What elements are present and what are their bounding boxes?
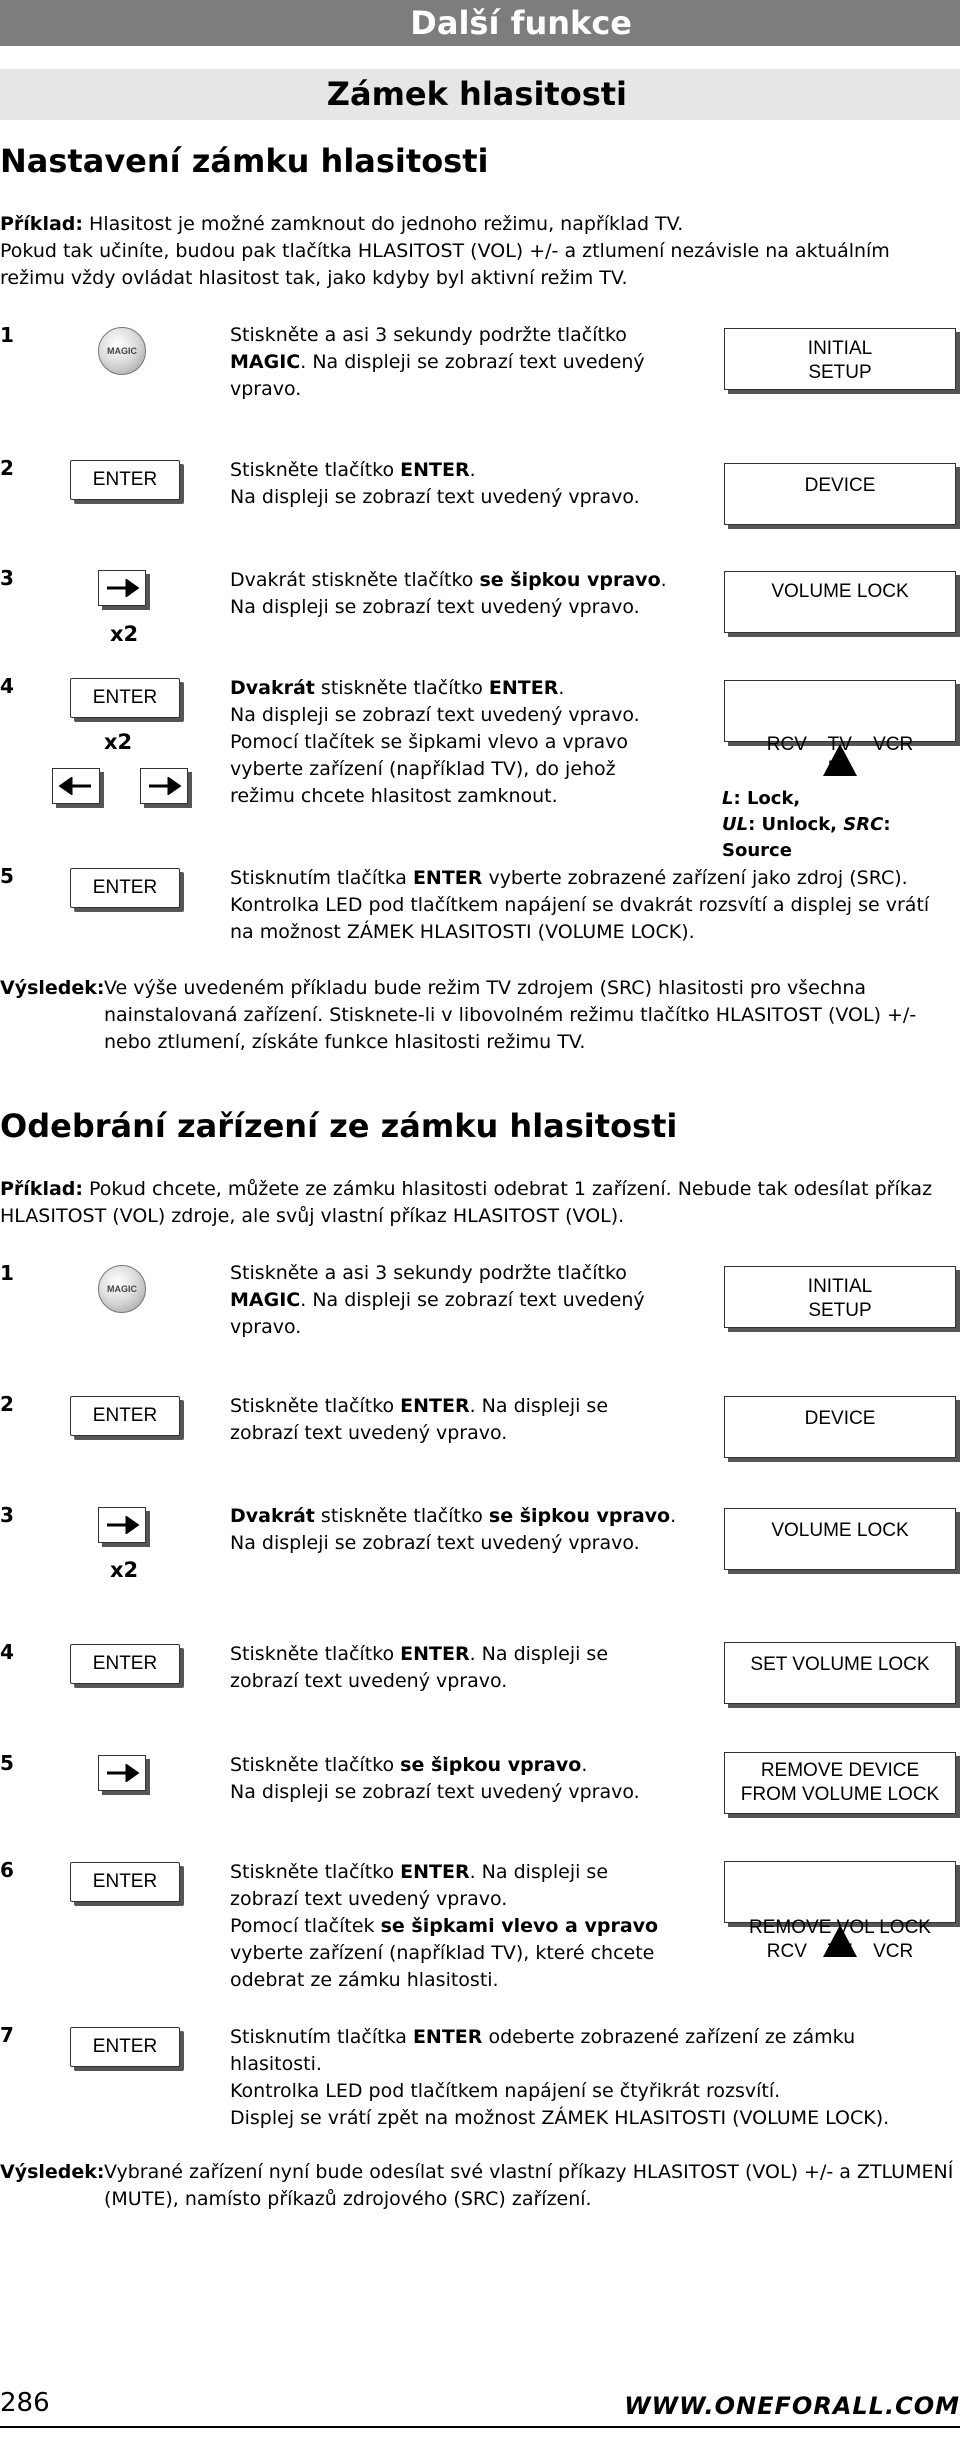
step-number: 5	[0, 1751, 14, 1775]
website-link[interactable]: WWW.ONEFORALL.COM	[624, 2392, 960, 2420]
right-arrow-button[interactable]	[98, 1507, 146, 1543]
right-arrow-button[interactable]	[98, 1755, 146, 1791]
section-title-remove-device: Odebrání zařízení ze zámku hlasitosti	[0, 1107, 678, 1145]
right-arrow-button[interactable]	[140, 768, 188, 804]
enter-button[interactable]: ENTER	[70, 2027, 180, 2067]
result-label: Výsledek:	[0, 2161, 105, 2183]
right-arrow-icon	[105, 579, 139, 597]
lcd-display: INITIAL SETUP	[724, 328, 956, 390]
right-arrow-icon	[105, 1764, 139, 1782]
step-number: 7	[0, 2023, 14, 2047]
magic-button[interactable]: MAGIC	[98, 327, 146, 375]
lock-indicator-triangle-icon	[823, 1925, 857, 1957]
step-text: Stiskněte a asi 3 sekundy podržte tlačítko MAGIC. Na displeji se zobrazí text uvedený vpravo.	[230, 1262, 645, 1338]
right-arrow-icon	[105, 1516, 139, 1534]
step-text: Stiskněte a asi 3 sekundy podržte tlačítko MAGIC. Na displeji se zobrazí text uvedený vpravo.	[230, 324, 645, 400]
press-twice-label: x2	[104, 730, 133, 754]
step-text: Stisknutím tlačítka ENTER vyberte zobrazené zařízení jako zdroj (SRC). Kontrolka LED pod tlačítkem napájení se dvakrát rozsvítí a displej se vrátí na možnost ZÁMEK HLASITOSTI (VOLUME LOCK).	[230, 867, 930, 943]
subsection-header: Zámek hlasitosti	[0, 69, 960, 120]
display-legend: L: Lock, UL: Unlock, SRC: Source	[722, 788, 891, 861]
lcd-display: REMOVE DEVICE FROM VOLUME LOCK	[724, 1752, 956, 1814]
example-paragraph: Příklad: Pokud chcete, můžete ze zámku hlasitosti odebrat 1 zařízení. Nebude tak odesílat příkaz HLASITOST (VOL) zdroje, ale svůj vlastní příkaz HLASITOST (VOL).	[0, 1178, 933, 1227]
section-header: Další funkce	[0, 0, 960, 46]
lcd-display: DEVICE	[724, 463, 956, 525]
lcd-display: VOLUME LOCK	[724, 1508, 956, 1570]
step-text: Dvakrát stiskněte tlačítko ENTER. Na displeji se zobrazí text uvedený vpravo. Pomocí tlačítek se šipkami vlevo a vpravo vyberte zařízení (například TV), do jehož režimu chcete hlasitost zamknout.	[230, 677, 640, 807]
left-arrow-button[interactable]	[52, 768, 100, 804]
example-paragraph: Příklad: Hlasitost je možné zamknout do jednoho režimu, například TV. Pokud tak učiníte, budou pak tlačítka HLASITOST (VOL) +/- a ztlumení nezávisle na aktuálním režimu vždy ovládat hlasitost tak, jako kdyby byl aktivní režim TV.	[0, 213, 890, 289]
step-text: Stisknutím tlačítka ENTER odeberte zobrazené zařízení ze zámku hlasitosti. Kontrolka LED pod tlačítkem napájení se čtyřikrát rozsvítí. Displej se vrátí zpět na možnost ZÁMEK HLASITOSTI (VOLUME LOCK).	[230, 2026, 890, 2129]
step-number: 4	[0, 1640, 14, 1664]
step-number: 3	[0, 566, 14, 590]
step-text: Stiskněte tlačítko ENTER. Na displeji se zobrazí text uvedený vpravo.	[230, 1643, 609, 1692]
result-text: Ve výše uvedeném příkladu bude režim TV zdrojem (SRC) hlasitosti pro všechna nainstalovaná zařízení. Stisknete-li v libovolném režimu tlačítko HLASITOST (VOL) +/- nebo ztlumení, získáte funkce hlasitosti režimu TV.	[104, 977, 917, 1053]
left-arrow-icon	[59, 777, 93, 795]
lcd-display: REMOVE VOL LOCK RCV TV VCR	[724, 1861, 956, 1923]
step-text: Stiskněte tlačítko ENTER. Na displeji se zobrazí text uvedený vpravo.	[230, 1395, 609, 1444]
lock-indicator-triangle-icon	[823, 744, 857, 776]
lcd-display: DEVICE	[724, 1396, 956, 1458]
result-text: Vybrané zařízení nyní bude odesílat své vlastní příkazy HLASITOST (VOL) +/- a ZTLUMENÍ (MUTE), namísto příkazů zdrojového (SRC) zařízení.	[104, 2161, 954, 2210]
press-twice-label: x2	[110, 622, 139, 646]
lcd-display: INITIAL SETUP	[724, 1266, 956, 1328]
step-text: Dvakrát stiskněte tlačítko se šipkou vpravo. Na displeji se zobrazí text uvedený vpravo.	[230, 1505, 677, 1554]
enter-button[interactable]: ENTER	[70, 1644, 180, 1684]
step-text: Dvakrát stiskněte tlačítko se šipkou vpravo. Na displeji se zobrazí text uvedený vpravo.	[230, 569, 667, 618]
lcd-display: RCV TV VCR UL	[724, 680, 956, 742]
right-arrow-button[interactable]	[98, 570, 146, 606]
right-arrow-icon	[147, 777, 181, 795]
enter-button[interactable]: ENTER	[70, 678, 180, 718]
step-number: 5	[0, 864, 14, 888]
result-label: Výsledek:	[0, 977, 105, 999]
step-number: 1	[0, 323, 14, 347]
step-text: Stiskněte tlačítko se šipkou vpravo. Na displeji se zobrazí text uvedený vpravo.	[230, 1754, 640, 1803]
enter-button[interactable]: ENTER	[70, 460, 180, 500]
lcd-display: SET VOLUME LOCK	[724, 1642, 956, 1704]
step-text: Stiskněte tlačítko ENTER. Na displeji se zobrazí text uvedený vpravo. Pomocí tlačítek se šipkami vlevo a vpravo vyberte zařízení (například TV), které chcete odebrat ze zámku hlasitosti.	[230, 1861, 659, 1991]
step-number: 4	[0, 674, 14, 698]
step-number: 3	[0, 1503, 14, 1527]
section-title-set-volume-lock: Nastavení zámku hlasitosti	[0, 142, 489, 180]
lcd-display: VOLUME LOCK	[724, 571, 956, 633]
example-label: Příklad:	[0, 213, 83, 235]
enter-button[interactable]: ENTER	[70, 1862, 180, 1902]
step-number: 6	[0, 1858, 14, 1882]
step-text: Stiskněte tlačítko ENTER. Na displeji se zobrazí text uvedený vpravo.	[230, 459, 640, 508]
enter-button[interactable]: ENTER	[70, 868, 180, 908]
step-number: 2	[0, 456, 14, 480]
press-twice-label: x2	[110, 1558, 139, 1582]
footer-divider	[0, 2426, 960, 2428]
step-number: 1	[0, 1261, 14, 1285]
magic-button[interactable]: MAGIC	[98, 1265, 146, 1313]
page-number: 286	[0, 2388, 50, 2418]
step-number: 2	[0, 1392, 14, 1416]
enter-button[interactable]: ENTER	[70, 1396, 180, 1436]
